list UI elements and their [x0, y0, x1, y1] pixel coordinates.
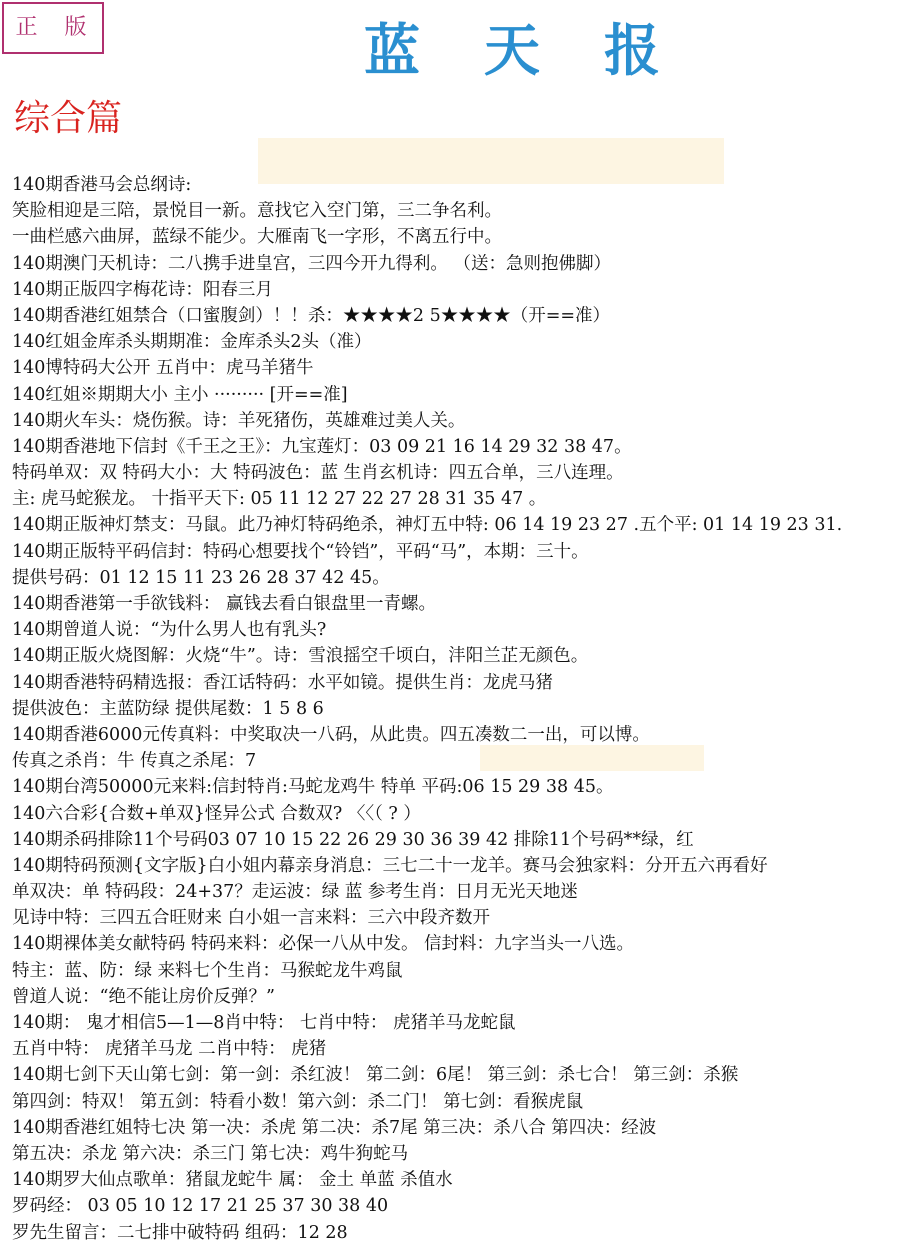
text-line: 140红姐金库杀头期期准：金库杀头2头（准） [12, 332, 372, 353]
text-line: 曾道人说：“绝不能让房价反弹？” [12, 986, 275, 1007]
text-line: 140期香港马会总纲诗: [12, 175, 192, 195]
text-line: 140期澳门天机诗：二八携手进皇宫，三四今开九得利。 （送：急则抱佛脚） [12, 253, 611, 274]
text-line: 140期香港红姐禁合（口蜜腹剑）！！杀：★★★★2 5★★★★（开==准） [12, 305, 611, 326]
text-line: 140期香港6000元传真料：中奖取决一八码，从此贵。四五凑数二一出，可以博。 [12, 724, 650, 745]
text-line: 140期七剑下天山第七剑：第一剑：杀红波！ 第二剑：6尾！ 第三剑：杀七合！ 第三剑：杀猴 [12, 1065, 739, 1086]
text-lines [12, 172, 900, 1246]
text-line: 主: 虎马蛇猴龙。 十指平天下: 05 11 12 27 22 27 28 31 35 47 。 [12, 489, 547, 510]
text-line: 140期特码预测{文字版}白小姐内幕亲身消息：三七二十一龙羊。赛马会独家料：分开五六再看好 [12, 855, 768, 876]
text-line: 第四剑：特双！ 第五剑：特看小数！第六剑：杀二门！ 第七剑：看猴虎鼠 [12, 1091, 584, 1112]
text-line: 提供号码：01 12 15 11 23 26 28 37 42 45。 [12, 567, 390, 588]
text-line: 140期： 鬼才相信5—1—8肖中特： 七肖中特： 虎猪羊马龙蛇鼠 [12, 1013, 516, 1033]
text-line: 140期香港红姐特七决 第一决：杀虎 第二决：杀7尾 第三决：杀八合 第四决：经波 [12, 1117, 657, 1138]
text-line: 提供波色：主蓝防绿 提供尾数：1 5 8 6 [12, 698, 324, 719]
text-line: 140期罗大仙点歌单：猪鼠龙蛇牛 属： 金土 单蓝 杀值水 [12, 1170, 453, 1191]
masthead-title: 蓝天报 [364, 18, 724, 84]
text-line: 140期火车头：烧伤猴。诗：羊死猪伤，英雄难过美人关。 [12, 410, 466, 431]
text-line: 罗码经： 03 05 10 12 17 21 25 37 30 38 40 [12, 1196, 389, 1217]
text-line: 笑脸相迎是三陪，景悦目一新。意找它入空门第，三二争名利。 [12, 201, 502, 222]
text-line: 一曲栏感六曲屏，蓝绿不能少。大雁南飞一字形，不离五行中。 [12, 227, 502, 248]
text-line: 第五决：杀龙 第六决：杀三门 第七决：鸡牛狗蛇马 [12, 1143, 409, 1164]
text-line: 见诗中特：三四五合旺财来 白小姐一言来料：三六中段齐数开 [12, 908, 491, 929]
text-line: 传真之杀肖：牛 传真之杀尾：7 [12, 751, 257, 772]
text-line: 140六合彩{合数+单双}怪异公式 合数双? 〈〈（ ? ） [12, 803, 421, 824]
text-line: 140期正版特平码信封：特码心想要找个“铃铛”，平码“马”，本期：三十。 [12, 541, 589, 562]
text-line: 五肖中特： 虎猪羊马龙 二肖中特： 虎猪 [12, 1039, 327, 1060]
text-line: 140期曾道人说：“为什么男人也有乳头? [12, 620, 327, 641]
text-line: 140博特码大公开 五肖中：虎马羊猪牛 [12, 358, 314, 379]
text-line: 140期裸体美女献特码 特码来料：必保一八从中发。 信封料：九字当头一八选。 [12, 934, 635, 955]
text-line: 140期杀码排除11个号码03 07 10 15 22 26 29 30 36 39 42 排除11个号码**绿，红 [12, 829, 694, 850]
text-line: 单双决：单 特码段：24+37？走运波：绿 蓝 参考生肖：日月无光天地迷 [12, 882, 578, 903]
text-line: 罗先生留言：二七排中破特码 组码：12 28 [12, 1222, 348, 1243]
text-line: 140期香港第一手欲钱料： 赢钱去看白银盘里一青螺。 [12, 594, 436, 614]
text-line: 特主：蓝、防：绿 来料七个生肖：马猴蛇龙牛鸡鼠 [12, 960, 403, 981]
text-line: 特码单双：双 特码大小：大 特码波色：蓝 生肖玄机诗：四五合单，三八连理。 [12, 463, 624, 484]
text-line: 140期台湾50000元来料:信封特肖:马蛇龙鸡牛 特单 平码:06 15 29 38 45。 [12, 777, 614, 798]
section-title: 综合篇 [14, 98, 123, 139]
text-line: 140期正版火烧图解：火烧“牛”。诗：雪浪摇空千顷白，沣阳兰芷无颜色。 [12, 646, 589, 667]
text-line: 140期正版四字梅花诗：阳春三月 [12, 279, 273, 300]
text-line: 140期香港地下信封《千王之王》：九宝莲灯：03 09 21 16 14 29 32 38 47。 [12, 436, 632, 457]
text-line: 140期香港特码精选报：香江话特码：水平如镜。提供生肖：龙虎马猪 [12, 672, 553, 693]
text-line: 140期正版神灯禁支：马鼠。此乃神灯特码绝杀，神灯五中特: 06 14 19 23 27 .五个平: 01 14 19 23 31. [12, 515, 843, 536]
text-line: 140红姐※期期大小 主小 ········· [开==准] [12, 384, 348, 405]
edition-badge: 正 版 [2, 2, 104, 54]
